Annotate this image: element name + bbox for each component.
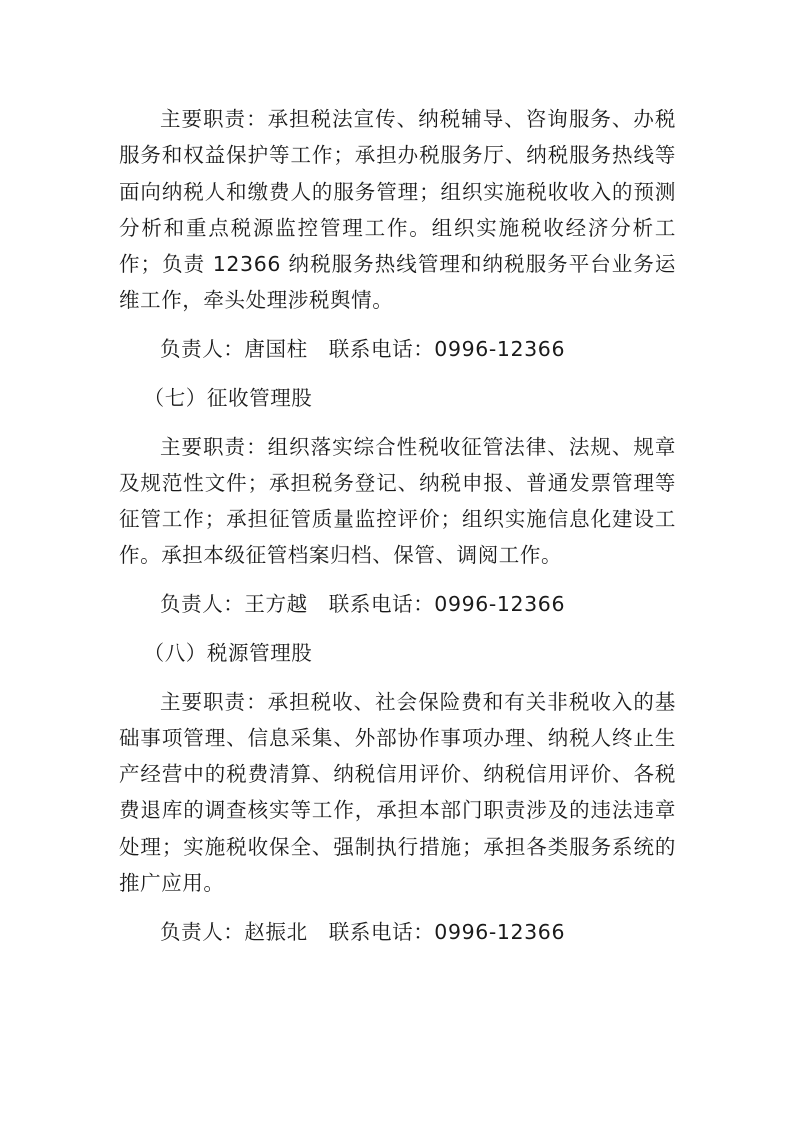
section-8-contact: 负责人：赵振北 联系电话：0996-12366 [160, 919, 566, 944]
section-7-duty: 主要职责：组织落实综合性税收征管法律、法规、规章及规范性文件；承担税务登记、纳税申报、普通发票管理等征管工作；承担征管质量监控评价；组织实施信息化建设工作。承担本级征管档案归档、保管、调阅工作。 [119, 434, 676, 568]
section-7-heading: （七）征收管理股 [143, 385, 313, 410]
section-8-duty: 主要职责：承担税收、社会保险费和有关非税收入的基础事项管理、信息采集、外部协作事项办理、纳税人终止生产经营中的税费清算、纳税信用评价、纳税信用评价、各税费退库的调查核实等工作，承担本部门职责涉及的违法违章处理；实施税收保全、强制执行措施；承担各类服务系统的推广应用。 [119, 689, 676, 895]
section-6-duty: 主要职责：承担税法宣传、纳税辅导、咨询服务、办税服务和权益保护等工作；承担办税服务厅、纳税服务热线等面向纳税人和缴费人的服务管理；组织实施税收收入的预测分析和重点税源监控管理工作。组织实施税收经济分析工作；负责 12366 纳税服务热线管理和纳税服务平台业务运维工作，牵头处理涉税舆情。 [119, 107, 676, 313]
section-8-heading: （八）税源管理股 [143, 640, 313, 665]
section-6-contact: 负责人：唐国柱 联系电话：0996-12366 [160, 337, 566, 362]
section-7-contact: 负责人：王方越 联系电话：0996-12366 [160, 592, 566, 617]
